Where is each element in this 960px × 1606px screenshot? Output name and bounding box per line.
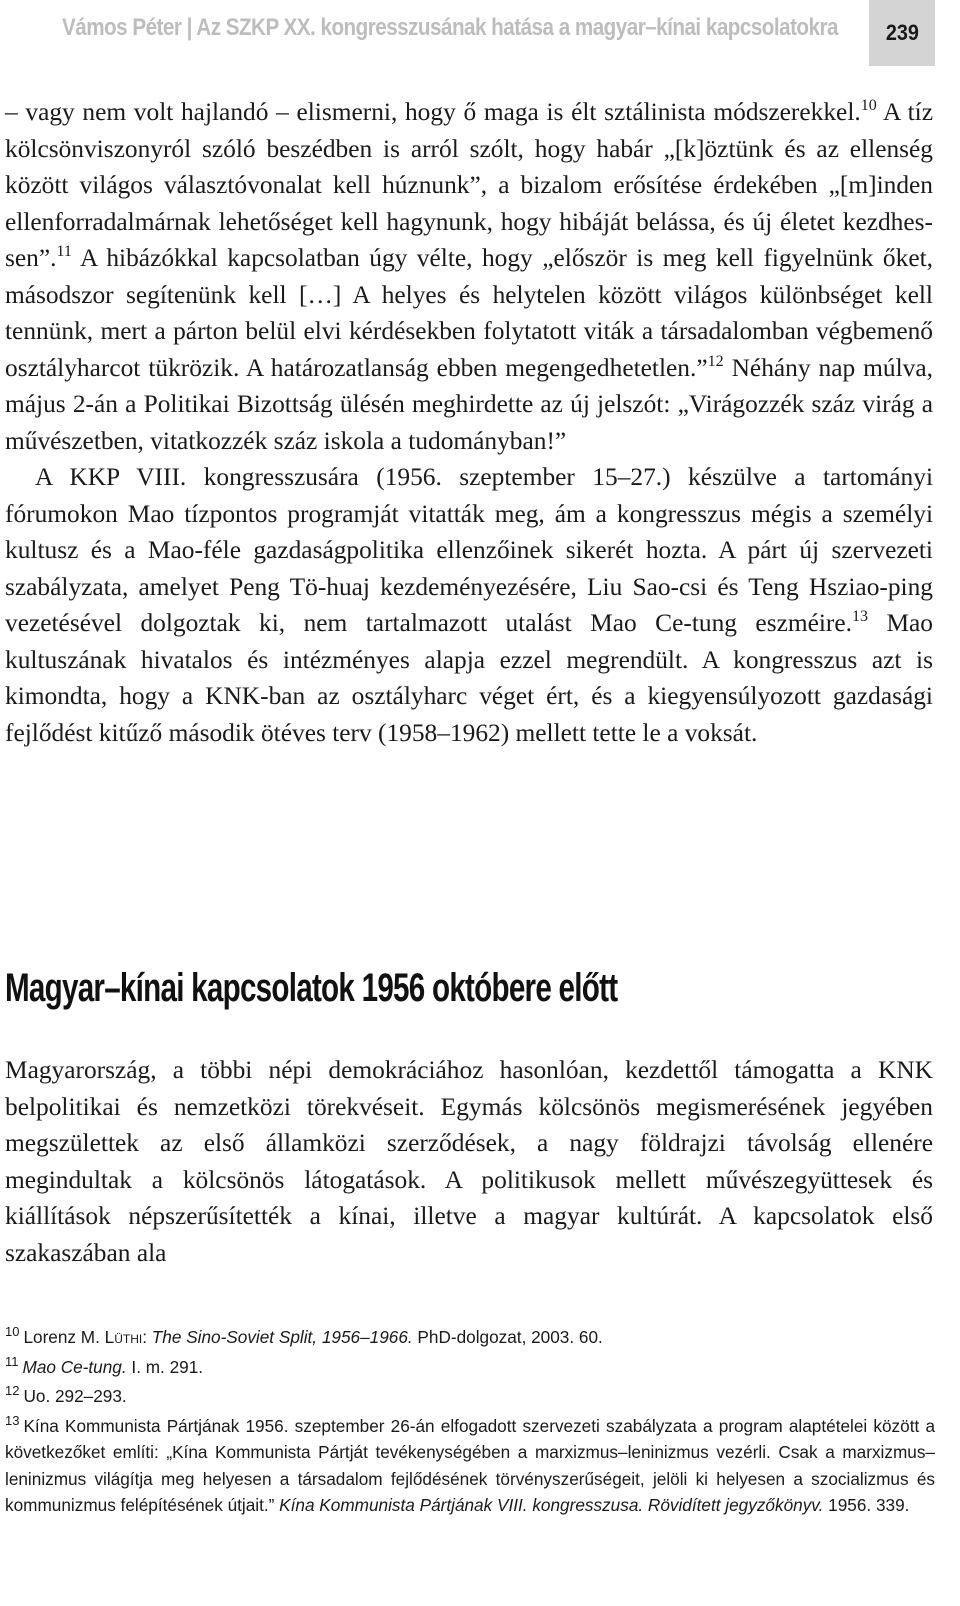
page-number-box — [869, 0, 935, 66]
paragraph-2 — [5, 459, 933, 751]
footnote-number-12: 12 — [5, 1383, 20, 1398]
paragraph-2-part-b: Mao kultuszának hivatalos és intézményes alapja ezzel megrendült. A kongresszus azt is kimondta, hogy a KNK-ban az osztályharc véget ért, és a kiegyensúlyozott gazdasági fejlődést kitűző második ötéves terv (1958–1962) mellett tette le a voksát. — [5, 609, 933, 747]
footnote-12-text: Uo. 292–293. — [23, 1386, 127, 1406]
page-number: 239 — [885, 20, 919, 45]
paragraph-1-part-d: Néhány nap múlva, május 2-án a Politikai Bizottság ülésén meghirdette az új jelszót: „Virágozzék száz virág a művészetben, vitatkozzék száz iskola a tudományban!” — [5, 353, 933, 455]
body-text — [5, 94, 933, 751]
footnote-ref-11[interactable]: 11 — [56, 243, 72, 260]
paragraph-1-part-c: A hibázókkal kapcsolatban úgy vélte, hogy „először is meg kell figyelnünk őket, másodszor segítenünk kell […] A helyes és helytelen között világos különbséget kell tennünk, mert a párton belül elvi kérdésekben folytatott viták a társadalomban végbemenő osztályharcot tükrözik. A határozatlanság ebben megengedhetetlen.” — [5, 244, 933, 382]
footnote-11-title: Mao Ce-tung. — [22, 1356, 127, 1377]
footnote-10-colon: : — [142, 1327, 152, 1347]
paragraph-1-part-a: – vagy nem volt hajlandó – elismerni, hogy ő maga is élt sztálinista módszerekkel. — [5, 98, 861, 126]
paragraph-1 — [5, 94, 933, 459]
footnote-10 — [5, 1324, 935, 1351]
footnote-13-rest: 1956. 339. — [823, 1495, 910, 1515]
footnote-10-rest: PhD-dolgozat, 2003. 60. — [412, 1327, 603, 1347]
section-paragraph-1: Magyarország, a többi népi demokráciához hasonlóan, kezdettől támogatta a KNK belpolitikai és nemzetközi törekvéseit. Egymás kölcsönös megismerésének jegyében megszülettek az első államközi szerződések, a nagy földrajzi távolság ellenére megindultak a kölcsönös látogatások. A politikusok mellett művészegyüttesek és kiállítások népszerűsítették a kínai, illetve a magyar kultúrát. A kapcsolatok első szakaszában ala — [5, 1056, 933, 1267]
footnote-13 — [5, 1413, 935, 1519]
footnote-13-title: Kína Kommunista Pártjának VIII. kongresszusa. Rövidített jegyzőkönyv. — [279, 1495, 824, 1515]
footnote-number-10: 10 — [5, 1324, 20, 1339]
footnotes — [5, 1324, 935, 1522]
footnote-number-13: 13 — [5, 1412, 20, 1428]
section-heading: Magyar–kínai kapcsolatok 1956 októbere előtt — [5, 966, 618, 1010]
footnote-11-rest: I. m. 291. — [126, 1356, 204, 1377]
footnote-ref-13[interactable]: 13 — [852, 608, 868, 625]
page-header — [0, 0, 960, 66]
footnote-number-11: 11 — [5, 1353, 19, 1369]
footnote-10-surname: Lüthi — [104, 1327, 143, 1347]
paragraph-2-part-a: A KKP VIII. kongresszusára (1956. szeptember 15–27.) készülve a tartományi fórumokon Mao tízpontos programját vitatták meg, ám a kongresszus mégis a személyi kultusz és a Mao-féle gazdaságpolitika ellenzőinek sikerét hozta. A párt új szervezeti szabályzata, amelyet Peng Tö-huaj kezdeményezésére, Liu Sao-csi és Teng Hsziao-ping vezetésével dolgoztak ki, nem tartalmazott utalást Mao Ce-tung eszméire. — [5, 463, 933, 637]
footnote-12 — [5, 1383, 935, 1410]
footnote-ref-12[interactable]: 12 — [707, 352, 724, 370]
footnote-10-title: The Sino-Soviet Split, 1956–1966. — [151, 1327, 413, 1347]
footnote-ref-10[interactable]: 10 — [860, 97, 877, 114]
paragraph-1-part-b: A tíz kölcsönviszonyról szóló beszédben is arról szólt, hogy habár „[k]öztünk és az ellenség között világos választóvonalat kell húznunk”, a bizalom erősítése érdekében „[m]inden ellenforradalmárnak lehetőséget kell hagynunk, hogy hibáját belássa, és új életet kezdhessen”. — [5, 98, 934, 272]
footnote-10-author: Lorenz M. — [23, 1327, 105, 1347]
footnote-11 — [5, 1354, 935, 1381]
footnote-13-text: Kína Kommunista Pártjának 1956. szeptember 26-án elfogadott szervezeti szabályzata a program alaptételei között a következőket említi: „Kína Kommunista Pártját tevékenységében a marxizmus–leninizmus vezérli. Csak a marxizmus–leninizmus világítja meg helyesen a társadalom fejlődésének törvényszerűségeit, jelöli ki helyesen a szocializmus és kommunizmus felépítésének útjait.” — [5, 1415, 935, 1515]
running-head: Vámos Péter | Az SZKP XX. kongresszusának hatása a magyar–kínai kapcsolatokra — [62, 14, 838, 41]
section-text — [5, 1052, 933, 1271]
